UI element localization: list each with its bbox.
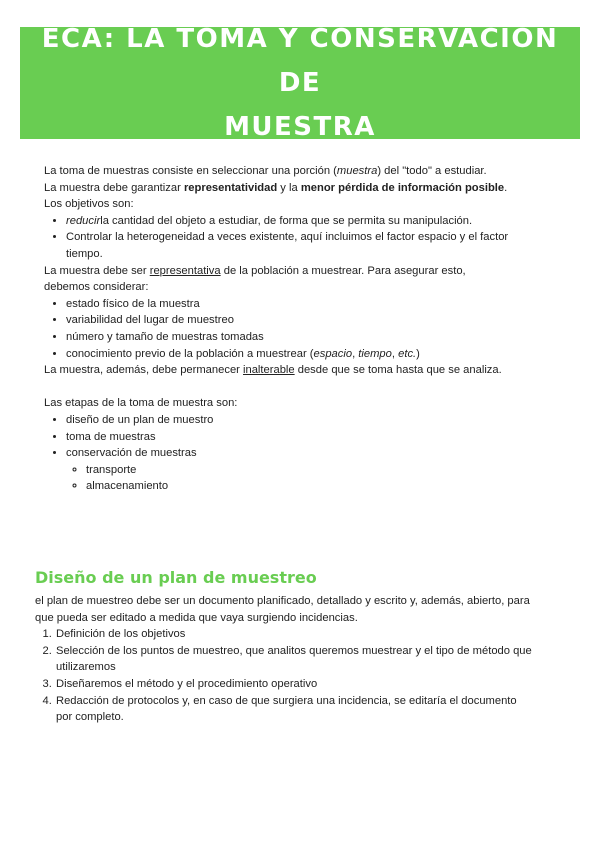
list-item: 2. Selección de los puntos de muestreo, que analitos queremos muestrear y el tipo de método que utilizaremos (55, 643, 535, 676)
list-item: • reducirla cantidad del objeto a estudiar, de forma que se permita su manipulación. (66, 213, 514, 230)
list-item: • número y tamaño de muestras tomadas (66, 329, 514, 346)
list-item: • variabilidad del lugar de muestreo (66, 312, 514, 329)
list-item: • Controlar la heterogeneidad a veces existente, aquí incluimos el factor espacio y el factor tiempo. (66, 229, 514, 262)
list-item: 1. Definición de los objetivos (55, 626, 535, 643)
substages-list (66, 462, 514, 495)
plan-text (35, 593, 535, 726)
stages-list (44, 412, 514, 495)
considerations-list (44, 296, 514, 362)
paragraph: Los objetivos son: (44, 198, 134, 211)
list-item: • diseño de un plan de muestro (66, 412, 514, 429)
title-banner (20, 24, 580, 142)
list-item: ◦ transporte (86, 462, 514, 479)
list-item: ◦ almacenamiento (86, 478, 514, 495)
paragraph: La muestra debe ser representativa de la población a muestrear. Para asegurar esto, debemos considerar: (44, 264, 466, 294)
list-item: • conocimiento previo de la población a muestrear (espacio, tiempo, etc.) (66, 346, 514, 363)
page-title: ECA: LA TOMA Y CONSERVACIÓN DE MUESTRA (41, 24, 559, 142)
list-item: 3. Diseñaremos el método y el procedimiento operativo (55, 676, 535, 693)
paragraph: Las etapas de la toma de muestra son: (44, 397, 238, 410)
list-item: • estado físico de la muestra (66, 296, 514, 313)
blank-line (44, 379, 514, 396)
section-heading: Diseño de un plan de muestreo (35, 568, 317, 587)
steps-list (35, 626, 535, 726)
paragraph: La muestra debe garantizar representatividad y la menor pérdida de información posible. (44, 181, 508, 194)
objectives-list (44, 213, 514, 263)
list-item: 4. Redacción de protocolos y, en caso de que surgiera una incidencia, se editaría el documento por completo. (55, 693, 535, 726)
paragraph: La muestra, además, debe permanecer inalterable desde que se toma hasta que se analiza. (44, 364, 502, 377)
intro-text (44, 163, 514, 495)
paragraph: el plan de muestreo debe ser un documento planificado, detallado y escrito y, además, abierto, para que pueda ser editado a medida que vaya surgiendo incidencias. (35, 595, 530, 624)
paragraph: La toma de muestras consiste en seleccionar una porción (muestra) del "todo" a estudiar. (44, 165, 487, 177)
list-item: • conservación de muestras ◦ transporte ◦ almacenamiento (66, 445, 514, 495)
list-item: • toma de muestras (66, 429, 514, 446)
